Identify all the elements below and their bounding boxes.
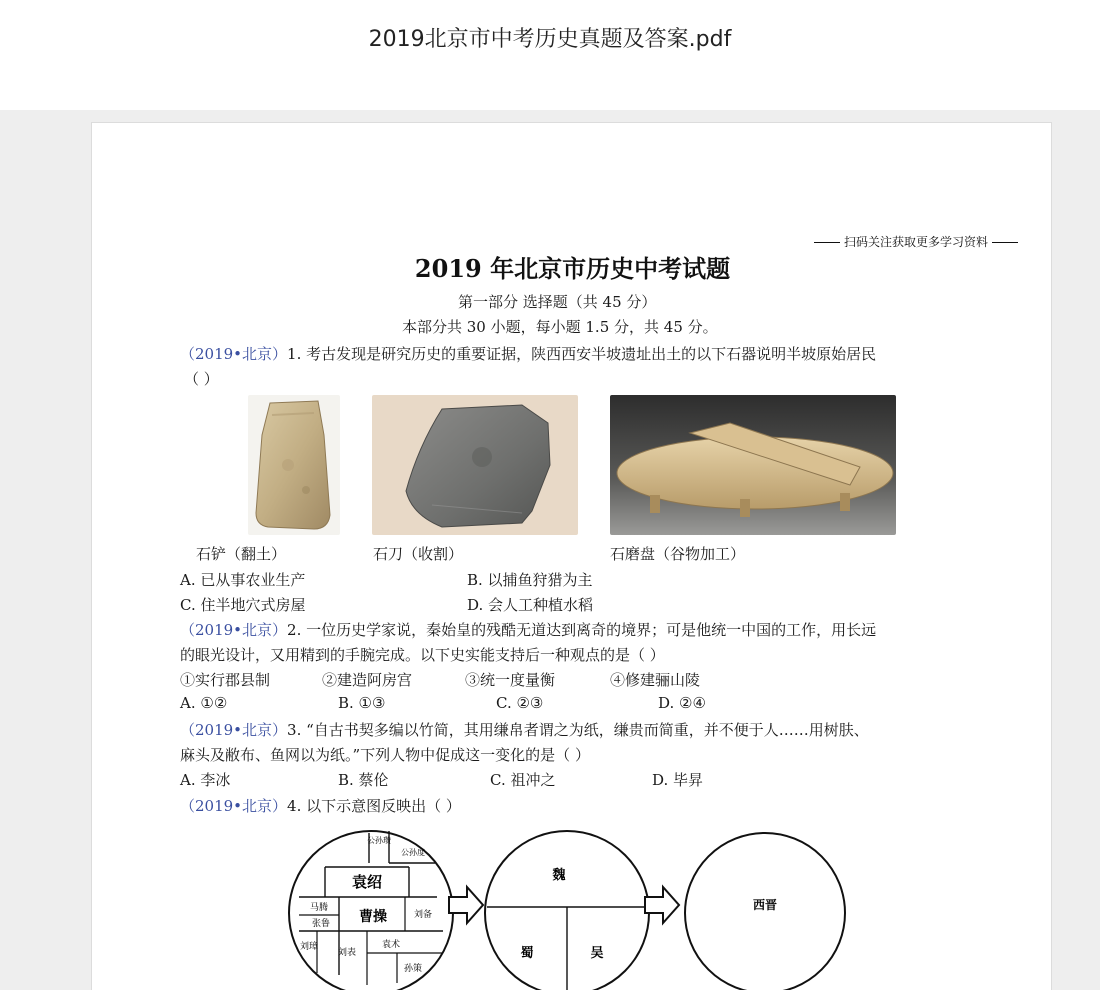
stone-spade-image: [248, 395, 340, 535]
map-liu-zhang: 刘璋: [299, 942, 319, 952]
q3-stem-line-1: [180, 719, 869, 740]
map-cao-cao: 曹操: [359, 909, 387, 925]
q2-option-b: B. ①③: [338, 694, 386, 712]
q1-option-a: A. 已从事农业生产: [180, 571, 306, 589]
q2-option-c: C. ②③: [496, 694, 544, 712]
q3-option-d: D. 毕昇: [652, 771, 704, 789]
q1-blank: （ ）: [184, 370, 219, 388]
map-sun-ce: 孙策: [403, 964, 423, 974]
map-shu: 蜀: [520, 946, 534, 961]
q2-option-a: A. ①②: [180, 694, 228, 712]
document-title: 2019 年北京市历史中考试题: [414, 254, 731, 283]
q1-option-d: D. 会人工种植水稻: [467, 596, 594, 614]
q3-option-b: B. 蔡伦: [338, 771, 389, 789]
q2-statement-1: ①实行郡县制: [180, 671, 271, 689]
q3-source-tag: （2019•北京）: [180, 721, 288, 739]
q2-statement-4: ④修建骊山陵: [610, 671, 701, 689]
three-kingdoms-diagram: [287, 823, 857, 990]
arrow-right-icon: [449, 887, 483, 923]
dash-right: [992, 242, 1018, 243]
q2-source-tag: （2019•北京）: [180, 621, 288, 639]
q4-stem: 4. 以下示意图反映出（ ）: [287, 797, 461, 815]
q1-source-tag: （2019•北京）: [180, 345, 288, 363]
map-xijin: 西晋: [752, 898, 778, 912]
q4-stem-line: [180, 795, 461, 816]
q1-option-c: C. 住半地穴式房屋: [180, 596, 306, 614]
dash-left: [814, 242, 840, 243]
map-yuan-shao: 袁绍: [351, 873, 383, 891]
q3-stem-2: 麻头及敝布、鱼网以为纸。”下列人物中促成这一变化的是（ ）: [180, 746, 590, 764]
map-liu-bei: 刘备: [413, 910, 433, 920]
stone-knife-image: [372, 395, 578, 535]
map-ma-teng: 马腾: [309, 903, 329, 913]
part-description: 本部分共 30 小题，每小题 1.5 分，共 45 分。: [402, 318, 718, 336]
viewer-header: [0, 0, 1100, 110]
q1-stem-line: [180, 343, 876, 364]
map-liu-biao: 刘表: [337, 948, 357, 958]
map-gongsun-du: 公孙度: [401, 848, 425, 857]
map-zhang-lu: 张鲁: [311, 919, 331, 929]
q4-source-tag: （2019•北京）: [180, 797, 288, 815]
arrow-right-icon: [645, 887, 679, 923]
document-viewer[interactable]: [0, 110, 1100, 990]
q3-stem-1: 3. “自古书契多编以竹简，其用缣帛者谓之为纸，缣贵而简重，并不便于人……用树肤、: [287, 721, 869, 739]
map-yuan-shu: 袁术: [381, 940, 401, 950]
q2-stem-2: 的眼光设计，又用精到的手腕完成。以下史实能支持后一种观点的是（ ）: [180, 646, 665, 664]
caption-stone-spade: 石铲（翻土）: [196, 545, 287, 563]
q2-statement-3: ③统一度量衡: [465, 671, 556, 689]
q3-option-a: A. 李冰: [180, 771, 231, 789]
qr-note-text: 扫码关注获取更多学习资料: [844, 235, 989, 249]
map-wei: 魏: [552, 868, 566, 883]
pdf-page: [91, 122, 1052, 990]
map-wu: 吴: [590, 946, 604, 961]
q2-stem-line-1: [180, 619, 876, 640]
q2-stem-1: 2. 一位历史学家说，秦始皇的残酷无道达到离奇的境界；可是他统一中国的工作，用长远: [287, 621, 877, 639]
q3-option-c: C. 祖冲之: [490, 771, 556, 789]
western-jin-map: [685, 833, 845, 990]
file-title: 2019北京市中考历史真题及答案.pdf: [368, 27, 732, 52]
q1-stem: 1. 考古发现是研究历史的重要证据，陕西西安半坡遗址出土的以下石器说明半坡原始居民: [287, 345, 877, 363]
caption-stone-knife: 石刀（收割）: [373, 545, 464, 563]
caption-grinding-slab: 石磨盘（谷物加工）: [610, 545, 746, 563]
map-gongsun-zan: 公孙瓒: [367, 836, 391, 845]
three-kingdoms-map: [485, 831, 649, 990]
q2-statement-2: ②建造阿房宫: [322, 671, 413, 689]
part-heading: 第一部分 选择题（共 45 分）: [458, 293, 657, 311]
grinding-slab-image: [610, 395, 896, 535]
warlords-map: [289, 831, 453, 990]
q2-option-d: D. ②④: [658, 694, 706, 712]
qr-note: [810, 233, 1022, 250]
q1-option-b: B. 以捕鱼狩猎为主: [467, 571, 593, 589]
